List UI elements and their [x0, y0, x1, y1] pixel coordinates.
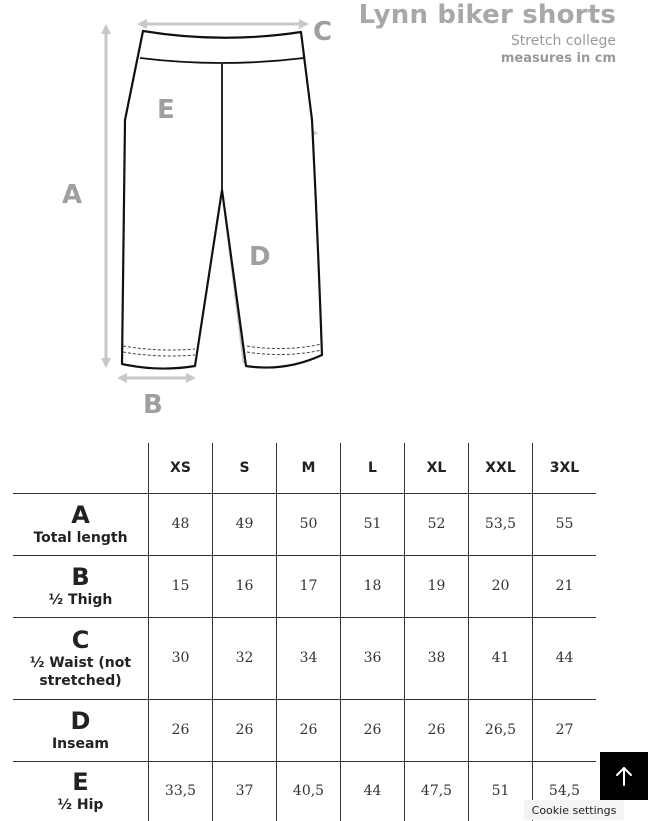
row-letter: B	[71, 563, 90, 591]
table-row	[13, 699, 596, 761]
table-cell: 48	[149, 493, 213, 555]
table-cell: 26	[405, 699, 469, 761]
row-header-c	[13, 617, 149, 699]
table-cell: 41	[469, 617, 533, 699]
table-cell: 53,5	[469, 493, 533, 555]
row-letter: E	[72, 768, 89, 797]
table-cell: 55	[533, 493, 597, 555]
table-cell: 33,5	[149, 761, 213, 821]
table-cell: 36	[341, 617, 405, 699]
table-row	[13, 555, 596, 617]
size-header-xl: XL	[405, 443, 469, 493]
table-cell: 44	[533, 617, 597, 699]
size-header-xs: XS	[149, 443, 213, 493]
row-label: ½ Hip	[57, 797, 104, 814]
table-cell: 26	[213, 699, 277, 761]
header	[359, 0, 616, 68]
row-label: ½ Waist (not stretched)	[29, 655, 132, 689]
row-label: Total length	[33, 530, 128, 546]
table-row	[13, 617, 596, 699]
table-cell: 51	[469, 761, 533, 821]
row-letter: C	[71, 626, 90, 654]
label-a: A	[62, 180, 83, 210]
cookie-settings-button[interactable]: Cookie settings	[524, 800, 624, 820]
back-to-top-button[interactable]	[600, 752, 648, 800]
table-cell: 17	[277, 555, 341, 617]
table-cell: 51	[341, 493, 405, 555]
table-cell: 30	[149, 617, 213, 699]
page-title: Lynn biker shorts	[358, 0, 616, 30]
size-chart-table	[13, 443, 596, 821]
table-row	[13, 761, 596, 821]
size-header-row	[13, 443, 596, 493]
table-cell: 26,5	[469, 699, 533, 761]
table-cell: 19	[405, 555, 469, 617]
corner-cell	[13, 443, 149, 493]
table-cell: 47,5	[405, 761, 469, 821]
label-e: E	[157, 95, 175, 125]
row-header-e	[13, 761, 149, 821]
label-c: C	[313, 17, 333, 47]
table-cell: 16	[213, 555, 277, 617]
table-cell: 32	[213, 617, 277, 699]
table-cell: 49	[213, 493, 277, 555]
table-cell: 26	[277, 699, 341, 761]
row-letter: D	[70, 707, 91, 735]
table-cell: 34	[277, 617, 341, 699]
table-cell: 26	[341, 699, 405, 761]
table-cell: 38	[405, 617, 469, 699]
label-d: D	[249, 242, 271, 272]
table-cell: 18	[341, 555, 405, 617]
table-cell: 37	[213, 761, 277, 821]
units-note: measures in cm	[500, 51, 616, 66]
table-cell: 20	[469, 555, 533, 617]
size-header-xxl: XXL	[469, 443, 533, 493]
table-cell: 15	[149, 555, 213, 617]
table-cell: 44	[341, 761, 405, 821]
row-header-d	[13, 699, 149, 761]
fabric-subtitle: Stretch college	[510, 33, 616, 49]
row-label: ½ Thigh	[48, 592, 113, 608]
row-label: Inseam	[51, 736, 110, 752]
size-header-l: L	[341, 443, 405, 493]
label-b: B	[143, 390, 163, 420]
table-cell: 27	[533, 699, 597, 761]
table-cell: 26	[149, 699, 213, 761]
table-cell: 52	[405, 493, 469, 555]
table-cell: 54,5	[533, 761, 597, 821]
size-header-3xl: 3XL	[533, 443, 597, 493]
size-header-m: M	[277, 443, 341, 493]
shorts-diagram	[0, 0, 360, 430]
row-header-a	[13, 493, 149, 555]
table-row	[13, 493, 596, 555]
table-cell: 50	[277, 493, 341, 555]
row-header-b	[13, 555, 149, 617]
size-header-s: S	[213, 443, 277, 493]
row-letter: A	[71, 501, 90, 529]
table-cell: 40,5	[277, 761, 341, 821]
table-cell: 21	[533, 555, 597, 617]
arrow-up-icon	[614, 765, 634, 787]
